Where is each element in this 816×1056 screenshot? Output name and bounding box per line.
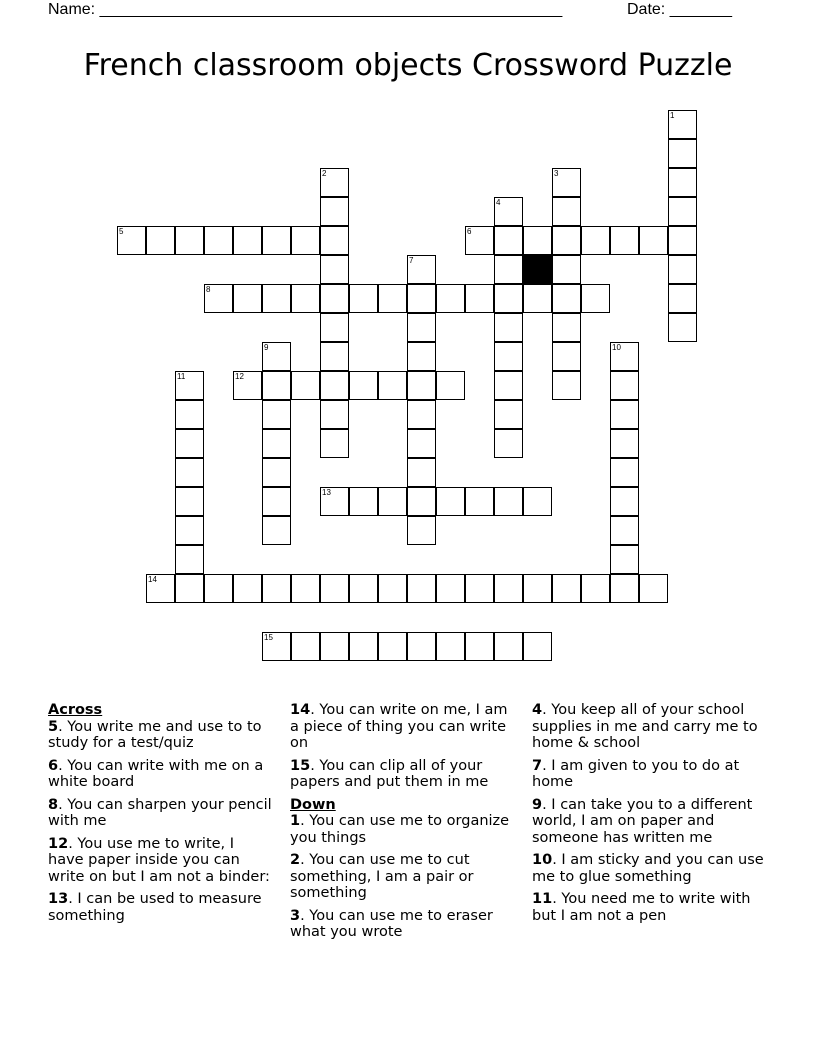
clue-text: . You use me to write, I have paper inside you can write on but I am not a binder: [48,835,270,885]
clue-number: 5 [119,227,124,236]
grid-cell[interactable] [262,458,291,487]
clue-number: 7 [409,256,414,265]
clue-number-label: 6 [48,757,59,774]
date-field-label: Date: _______ [627,1,732,18]
grid-cell[interactable] [610,342,639,371]
clue-number-label: 5 [48,718,59,735]
grid-cell[interactable] [494,400,523,429]
clue-number-label: 3 [290,907,301,924]
grid-cell[interactable] [407,313,436,342]
grid-cell[interactable] [349,574,378,603]
grid-cell[interactable] [320,255,349,284]
clue-number: 11 [177,372,186,381]
clue [290,702,518,752]
grid-cell[interactable] [610,429,639,458]
grid-cell[interactable] [610,400,639,429]
grid-cell[interactable] [349,487,378,516]
grid-cell[interactable] [320,487,349,516]
clue [48,891,273,924]
clue-number-label: 9 [532,796,543,813]
grid-cell[interactable] [552,371,581,400]
clue-text: . You can write on me, I am a piece of thing you can write on [290,702,508,751]
clue-number-label: 10 [532,852,553,868]
clue [290,852,518,902]
grid-cell[interactable] [407,574,436,603]
clue-text: . I am given to you to do at home [532,757,740,790]
grid-cell[interactable] [494,632,523,661]
grid-cell[interactable] [349,284,378,313]
grid-cell[interactable] [262,487,291,516]
grid-cell[interactable] [320,574,349,603]
grid-cell[interactable] [175,574,204,603]
grid-cell[interactable] [639,574,668,603]
clue-text: . You can write with me on a white board [48,757,264,790]
clue-number-label: 7 [532,757,543,774]
grid-cell[interactable] [233,574,262,603]
grid-cell[interactable] [523,284,552,313]
grid-cell[interactable] [291,284,320,313]
grid-cell[interactable] [320,284,349,313]
grid-cell[interactable] [610,545,639,574]
name-field-label: Name: ____________________________________________________ [48,1,563,18]
grid-cell[interactable] [407,342,436,371]
grid-cell[interactable] [320,429,349,458]
grid-cell[interactable] [523,632,552,661]
clue-number-label: 12 [48,835,69,852]
grid-cell[interactable] [465,574,494,603]
clues-column-1 [48,702,273,930]
grid-cell[interactable] [552,168,581,197]
grid-cell[interactable] [639,226,668,255]
clue-number-label: 8 [48,796,59,813]
clue-text: . You can use me to organize you things [290,813,510,846]
grid-cell[interactable] [552,574,581,603]
grid-cell[interactable] [262,226,291,255]
clue-text: . You can sharpen your pencil with me [48,796,272,829]
grid-cell[interactable] [494,226,523,255]
grid-cell[interactable] [407,516,436,545]
grid-cell[interactable] [465,487,494,516]
clue [532,891,764,924]
grid-cell[interactable] [494,255,523,284]
grid-cell[interactable] [320,168,349,197]
grid-cell[interactable] [494,284,523,313]
grid-cell[interactable] [262,342,291,371]
clue [48,758,273,791]
grid-cell[interactable] [407,255,436,284]
clue [532,758,764,791]
grid-cell[interactable] [175,400,204,429]
grid-cell[interactable] [668,197,697,226]
grid-cell[interactable] [465,284,494,313]
grid-cell[interactable] [320,342,349,371]
grid-cell[interactable] [610,516,639,545]
clue [48,797,273,830]
clue-number-label: 2 [290,852,301,868]
grid-cell[interactable] [668,226,697,255]
grid-cell[interactable] [175,458,204,487]
grid-cell[interactable] [233,284,262,313]
grid-cell[interactable] [610,226,639,255]
grid-cell[interactable] [552,313,581,342]
grid-cell[interactable] [233,226,262,255]
grid-cell[interactable] [407,400,436,429]
grid-cell[interactable] [175,226,204,255]
clue-text: . You write me and use to to study for a test/quiz [48,718,262,751]
grid-cell[interactable] [146,226,175,255]
clue-number: 12 [235,372,244,381]
clue-number: 10 [612,343,621,352]
clue [532,852,764,885]
clue-number-label: 13 [48,891,69,907]
grid-cell[interactable] [407,632,436,661]
grid-cell[interactable] [262,284,291,313]
grid-cell[interactable] [204,226,233,255]
grid-cell[interactable] [407,371,436,400]
grid-cell[interactable] [117,226,146,255]
clue-number-label: 1 [290,813,301,829]
grid-cell[interactable] [668,139,697,168]
clue-number: 3 [554,169,559,178]
grid-cell[interactable] [378,574,407,603]
grid-cell[interactable] [581,226,610,255]
grid-cell[interactable] [291,226,320,255]
grid-cell[interactable] [291,371,320,400]
grid-cell[interactable] [668,110,697,139]
clue [532,797,764,847]
grid-cell[interactable] [291,632,320,661]
grid-cell[interactable] [262,574,291,603]
clue-text: . You can use me to cut something, I am a pair or something [290,852,474,901]
clue-text: . You can use me to eraser what you wrote [290,907,493,940]
clue [290,813,518,846]
grid-cell[interactable] [262,516,291,545]
clue-number-label: 14 [290,702,311,718]
grid-cell[interactable] [320,313,349,342]
grid-cell[interactable] [610,371,639,400]
grid-cell[interactable] [407,284,436,313]
clue-number: 14 [148,575,157,584]
grid-cell[interactable] [436,284,465,313]
grid-cell[interactable] [349,371,378,400]
grid-cell[interactable] [175,371,204,400]
grid-cell[interactable] [523,574,552,603]
grid-cell[interactable] [465,632,494,661]
grid-cell[interactable] [175,545,204,574]
grid-cell[interactable] [581,284,610,313]
grid-cell[interactable] [610,487,639,516]
grid-cell[interactable] [581,574,610,603]
grid-cell[interactable] [552,255,581,284]
black-square [523,255,552,284]
grid-cell[interactable] [494,429,523,458]
grid-cell[interactable] [523,487,552,516]
clue-text: . I am sticky and you can use me to glue something [532,852,764,885]
grid-cell[interactable] [378,632,407,661]
clue-text: . I can take you to a different world, I am on paper and someone has written me [532,796,753,846]
grid-cell[interactable] [494,313,523,342]
clue-text: . I can be used to measure something [48,891,262,924]
across-heading: Across [48,702,103,718]
clue-text: . You keep all of your school supplies in me and carry me to home & school [532,702,758,751]
grid-cell[interactable] [291,574,320,603]
clue-text: . You need me to write with but I am not a pen [532,891,751,924]
grid-cell[interactable] [552,342,581,371]
grid-cell[interactable] [407,458,436,487]
clue [290,908,518,941]
clue [290,758,518,791]
clue-number: 15 [264,633,273,642]
clue [48,836,273,886]
grid-cell[interactable] [175,487,204,516]
grid-cell[interactable] [436,632,465,661]
grid-cell[interactable] [378,371,407,400]
grid-cell[interactable] [494,574,523,603]
grid-cell[interactable] [610,458,639,487]
grid-cell[interactable] [262,371,291,400]
clue-number: 8 [206,285,211,294]
grid-cell[interactable] [552,284,581,313]
clue-text: . You can clip all of your papers and put them in me [290,757,489,790]
grid-cell[interactable] [668,255,697,284]
grid-cell[interactable] [320,371,349,400]
grid-cell[interactable] [204,284,233,313]
grid-cell[interactable] [175,516,204,545]
clue-number-label: 11 [532,891,553,907]
grid-cell[interactable] [494,342,523,371]
grid-cell[interactable] [146,574,175,603]
grid-cell[interactable] [610,574,639,603]
page-title: French classroom objects Crossword Puzzle [83,48,733,83]
grid-cell[interactable] [552,197,581,226]
clue-number: 1 [670,111,675,120]
clue-number: 2 [322,169,327,178]
clue-number-label: 4 [532,702,543,718]
grid-cell[interactable] [204,574,233,603]
grid-cell[interactable] [668,313,697,342]
grid-cell[interactable] [407,487,436,516]
grid-cell[interactable] [407,429,436,458]
clue-number: 13 [322,488,331,497]
grid-cell[interactable] [436,487,465,516]
grid-cell[interactable] [262,632,291,661]
clue-number: 4 [496,198,501,207]
clue-number-label: 15 [290,757,311,774]
grid-cell[interactable] [494,197,523,226]
grid-cell[interactable] [378,284,407,313]
grid-cell[interactable] [320,400,349,429]
grid-cell[interactable] [523,226,552,255]
grid-cell[interactable] [494,487,523,516]
grid-cell[interactable] [494,371,523,400]
clue [48,719,273,752]
grid-cell[interactable] [175,429,204,458]
down-heading: Down [290,796,336,813]
grid-cell[interactable] [378,487,407,516]
grid-cell[interactable] [320,632,349,661]
clues-column-3 [532,702,764,930]
grid-cell[interactable] [320,226,349,255]
grid-cell[interactable] [262,429,291,458]
clue [532,702,764,752]
grid-cell[interactable] [552,226,581,255]
grid-cell[interactable] [349,632,378,661]
grid-cell[interactable] [262,400,291,429]
grid-cell[interactable] [320,197,349,226]
clue-number: 6 [467,227,472,236]
grid-cell[interactable] [668,168,697,197]
grid-cell[interactable] [465,226,494,255]
clues-column-2 [290,702,518,947]
grid-cell[interactable] [436,371,465,400]
grid-cell[interactable] [233,371,262,400]
clue-number: 9 [264,343,269,352]
grid-cell[interactable] [668,284,697,313]
grid-cell[interactable] [436,574,465,603]
